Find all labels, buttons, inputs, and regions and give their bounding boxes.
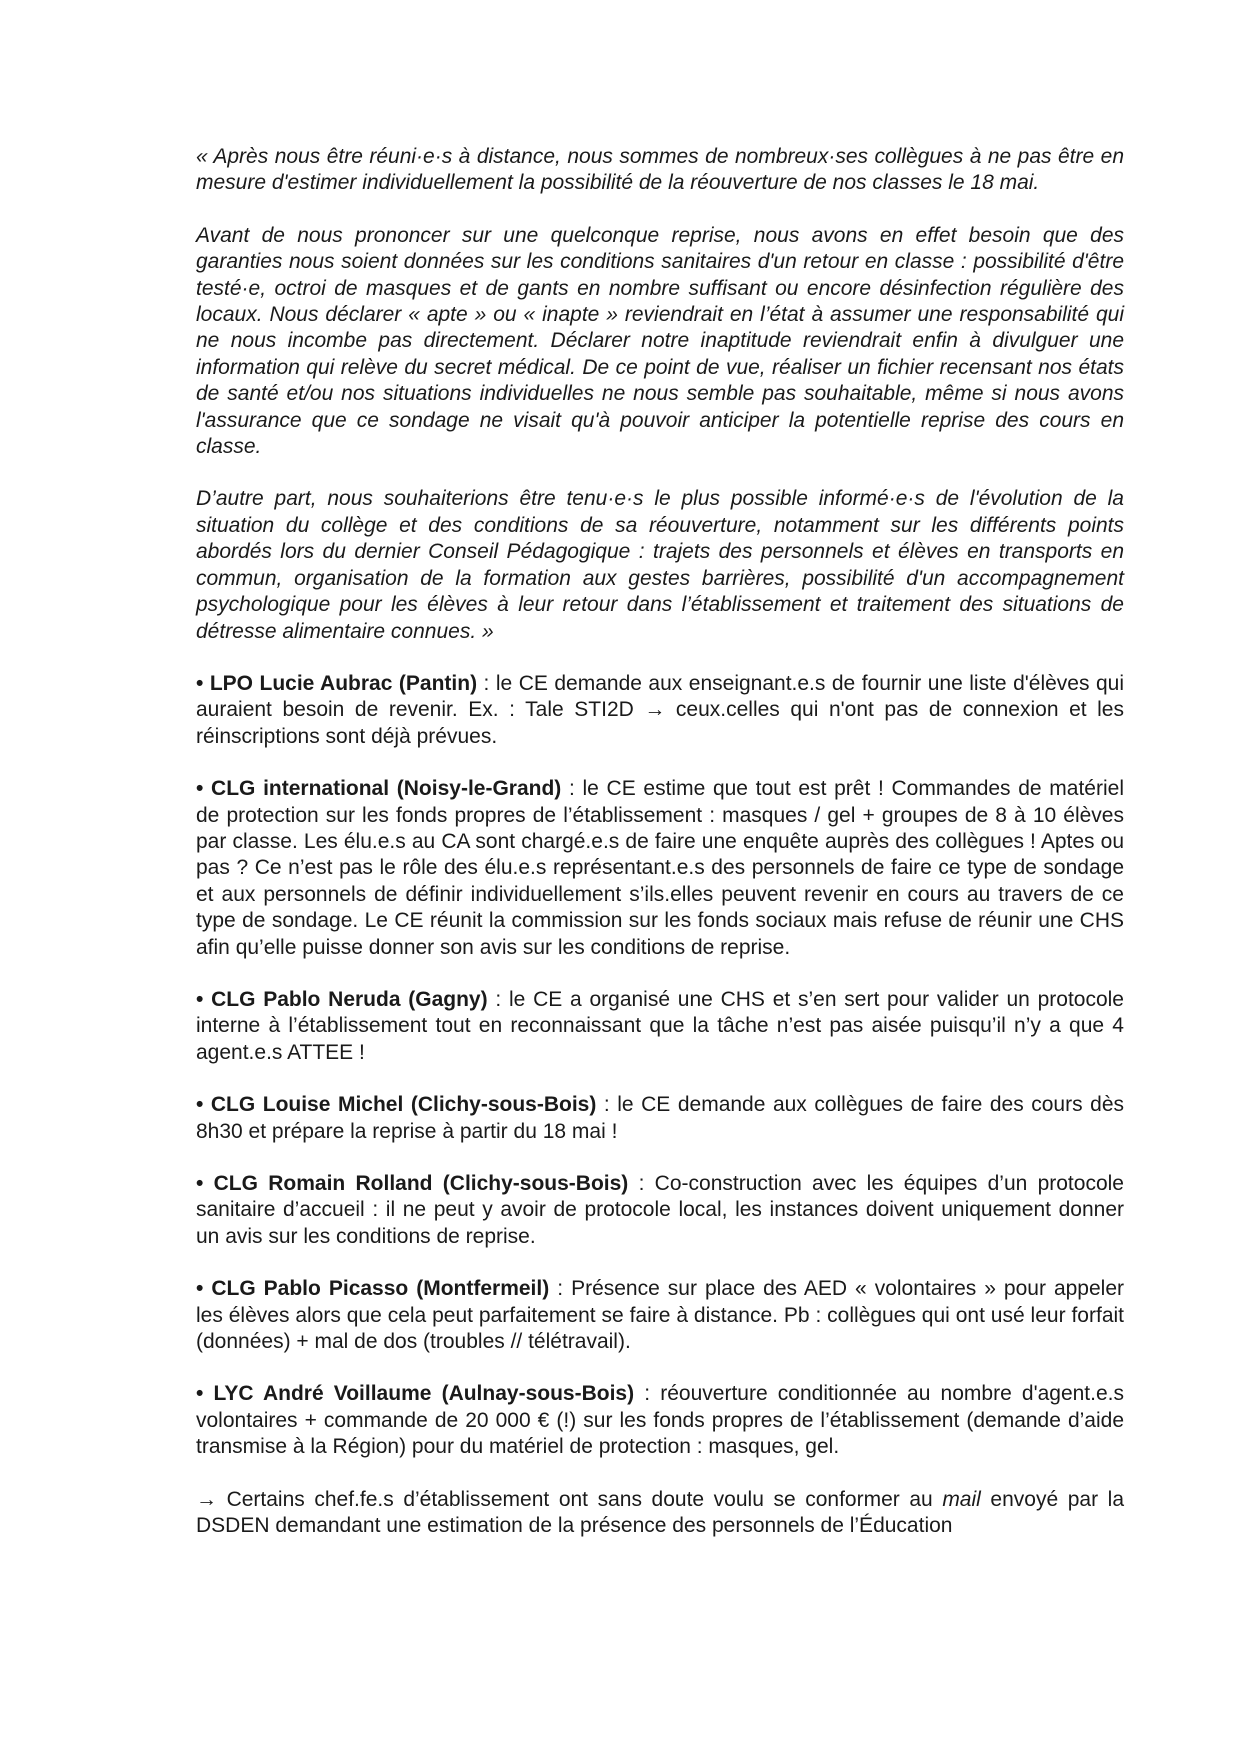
school-name: • LPO Lucie Aubrac (Pantin) [196,671,478,695]
school-report-item [196,1092,1124,1145]
school-report-text: : le CE a organisé une CHS et s’en sert pour valider un protocole interne à l’établissement tout en reconnaissant que la tâche n’est pas aisée puisqu’il n’y a que 4 agent.e.s ATTEE ! [196,987,1124,1064]
school-report-item [196,1171,1124,1250]
school-report-text: : Présence sur place des AED « volontaires » pour appeler les élèves alors que cela peut parfaitement se faire à distance. Pb : collègues qui ont usé leur forfait (données) + mal de dos (troubles // télétravail). [196,1277,1125,1354]
document-page [196,144,1124,1565]
closing-paragraph [196,1487,1124,1540]
school-name: • CLG Romain Rolland (Clichy-sous-Bois) [196,1172,629,1195]
school-name: • LYC André Voillaume (Aulnay-sous-Bois) [196,1382,635,1406]
school-report-item [196,776,1124,961]
school-name: • CLG Louise Michel (Clichy-sous-Bois) [196,1093,597,1117]
school-name: • CLG Pablo Neruda (Gagny) [196,987,488,1011]
school-name: • CLG international (Noisy-le-Grand) [196,777,562,801]
school-report-text: : le CE demande aux enseignant.e.s de fournir une liste d'élèves qui auraient besoin de revenir. Ex. : Tale STI2D → ceux.celles qui n'ont pas de connexion et les réinscriptions sont déjà prévues. [196,671,1125,748]
school-report-item [196,1381,1124,1460]
school-report-item [196,671,1124,750]
school-report-text: : le CE estime que tout est prêt ! Commandes de matériel de protection sur les fonds propres de l’établissement : masques / gel + groupes de 8 à 10 élèves par classe. Les élu.e.s au CA sont chargé.e.s de faire une enquête auprès des collègues ! Aptes ou pas ? Ce n’est pas le rôle des élu.e.s représentant.e.s des personnels de faire ce type de sondage et aux personnels de définir individuellement s’ils.elles peuvent revenir en cours au travers de ce type de sondage. Le CE réunit la commission sur les fonds sociaux mais refuse de réunir une CHS afin qu’elle puisse donner son avis sur les conditions de reprise. [196,777,1124,959]
quote-paragraph: D’autre part, nous souhaiterions être tenu·e·s le plus possible informé·e·s de l'évolution de la situation du collège et des conditions de sa réouverture, notamment sur les différents points abordés lors du dernier Conseil Pédagogique : trajets des personnels et élèves en transports en commun, organisation de la formation aux gestes barrières, possibilité d'un accompagnement psychologique pour les élèves à leur retour dans l’établissement et traitement des situations de détresse alimentaire connues. » [196,487,1124,643]
school-report-text: : le CE demande aux collègues de faire des cours dès 8h30 et prépare la reprise à partir du 18 mai ! [196,1093,1124,1143]
quote-paragraph: « Après nous être réuni·e·s à distance, nous sommes de nombreux·ses collègues à ne pas être en mesure d'estimer individuellement la possibilité de la réouverture de nos classes le 18 mai. [196,145,1124,195]
school-report-item [196,987,1124,1066]
closing-emphasis: mail [942,1487,981,1511]
closing-text-start: → Certains chef.fe.s d’établissement ont sans doute voulu se conformer au [196,1487,943,1511]
closing-text-end: envoyé par la DSDEN demandant une estimation de la présence des personnels de l’Éducation [196,1487,1124,1538]
school-name: • CLG Pablo Picasso (Montfermeil) [196,1277,550,1301]
quote-paragraph: Avant de nous prononcer sur une quelconque reprise, nous avons en effet besoin que des garanties nous soient données sur les conditions sanitaires d'un retour en classe : possibilité d'être testé·e, octroi de masques et de gants en nombre suffisant ou encore désinfection régulière des locaux. Nous déclarer « apte » ou « inapte » reviendrait en l’état à assumer une responsabilité qui ne nous incombe pas directement. Déclarer notre inaptitude reviendrait enfin à divulguer une information qui relève du secret médical. De ce point de vue, réaliser un fichier recensant nos états de santé et/ou nos situations individuelles ne nous semble pas souhaitable, même si nous avons l'assurance que ce sondage ne visait qu'à pouvoir anticiper la potentielle reprise des cours en classe. [196,223,1124,459]
school-report-text: : réouverture conditionnée au nombre d'agent.e.s volontaires + commande de 20 000 € (!) sur les fonds propres de l’établissement (demande d’aide transmise à la Région) pour du matériel de protection : masques, gel. [196,1382,1124,1459]
school-report-item [196,1276,1124,1355]
school-report-text: : Co-construction avec les équipes d’un protocole sanitaire d’accueil : il ne peut y avoir de protocole local, les instances doivent uniquement donner un avis sur les conditions de reprise. [196,1172,1124,1248]
